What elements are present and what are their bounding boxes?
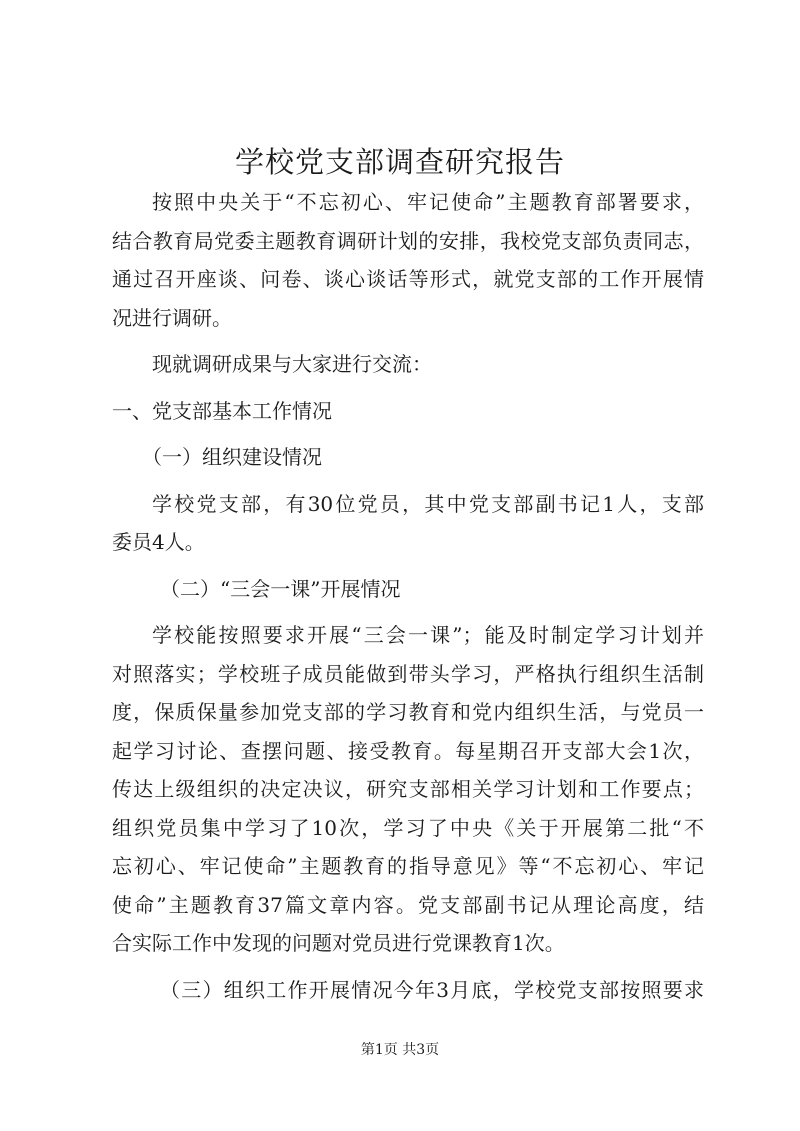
paragraph-line: 委员4人。	[112, 530, 205, 554]
paragraph-line: 忘初心、牢记使命”主题教育的指导意见》等“不忘初心、牢记	[112, 854, 704, 878]
paragraph-line: 组织党员集中学习了10次，学习了中央《关于开展第二批“不	[112, 815, 704, 840]
paragraph-line: （三）组织工作开展情况今年3月底，学校党支部按照要求	[160, 977, 704, 1002]
paragraph-line: 按照中央关于“不忘初心、牢记使命”主题教育部署要求，	[152, 190, 704, 214]
paragraph-line: 现就调研成果与大家进行交流：	[152, 352, 432, 376]
document-body	[112, 183, 704, 1009]
paragraph-line: 度，保质保量参加党支部的学习教育和党内组织生活，与党员一	[112, 700, 704, 724]
subsection-heading: （二）“三会一课”开展情况	[160, 576, 401, 601]
paragraph-line: 况进行调研。	[112, 305, 232, 330]
paragraph-line: 使命”主题教育37篇文章内容。党支部副书记从理论高度，结	[112, 892, 704, 917]
paragraph-line: 学校党支部，有30位党员，其中党支部副书记1人，支部	[152, 491, 704, 516]
document-title: 学校党支部调查研究报告	[234, 145, 565, 179]
paragraph-line: 结合教育局党委主题教育调研计划的安排，我校党支部负责同志，	[112, 228, 704, 253]
paragraph-line: 传达上级组织的决定决议，研究支部相关学习计划和工作要点；	[112, 777, 704, 801]
section-heading: 一、党支部基本工作情况	[112, 398, 332, 423]
paragraph-line: 对照落实；学校班子成员能做到带头学习，严格执行组织生活制	[112, 661, 704, 686]
paragraph-line: 合实际工作中发现的问题对党员进行党课教育1次。	[112, 931, 565, 955]
paragraph-line: 通过召开座谈、问卷、谈心谈话等形式，就党支部的工作开展情	[112, 267, 704, 291]
paragraph-line: 学校能按照要求开展“三会一课”；能及时制定学习计划并	[152, 623, 704, 647]
paragraph-line: 起学习讨论、查摆问题、接受教育。每星期召开支部大会1次，	[112, 738, 704, 763]
page-number: 第1页 共3页	[360, 1042, 440, 1058]
subsection-heading: （一）组织建设情况	[142, 445, 322, 469]
